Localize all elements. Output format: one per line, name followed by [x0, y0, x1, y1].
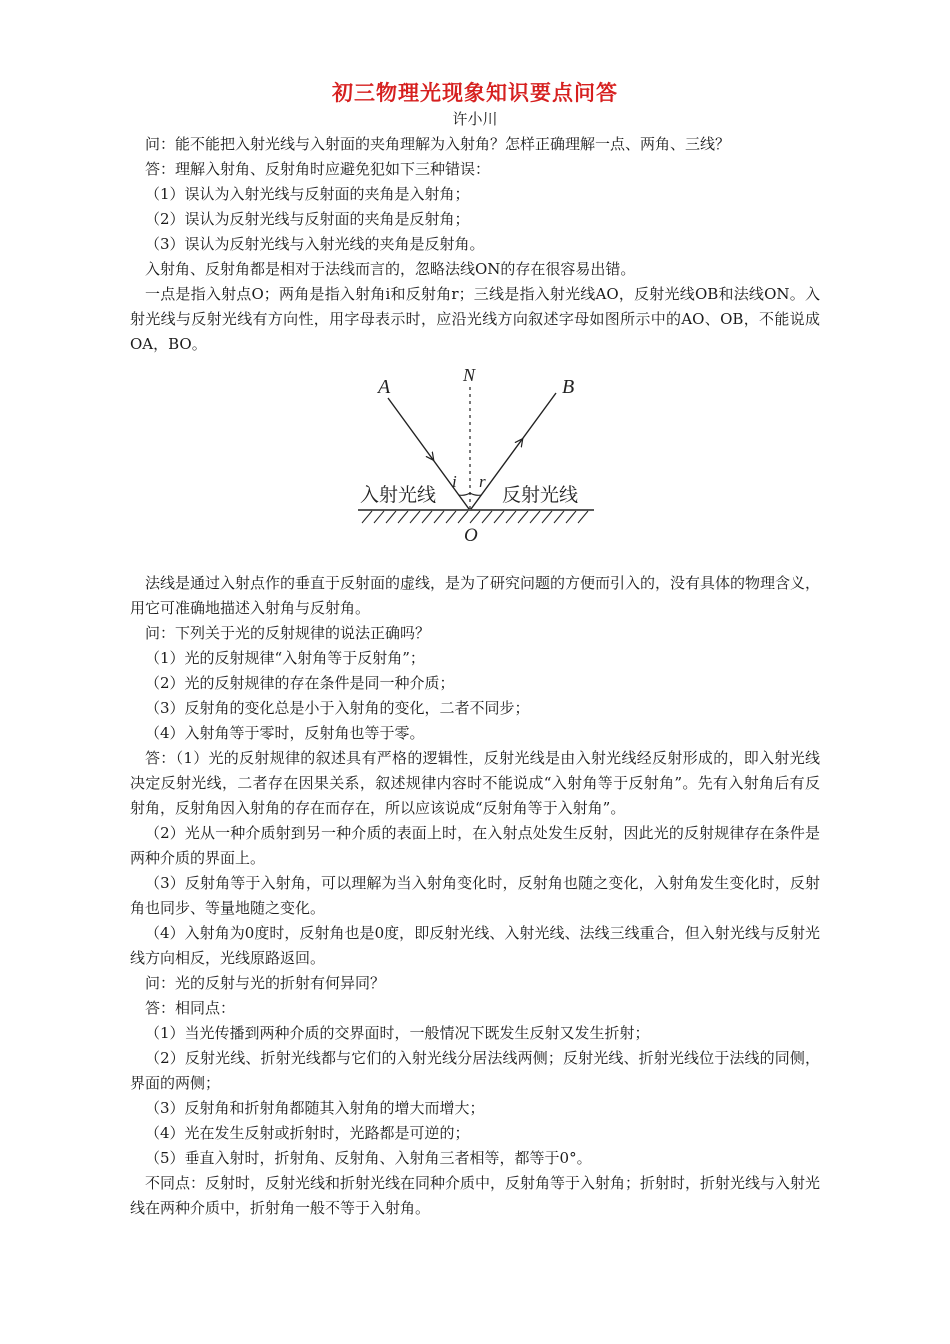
paragraph: （5）垂直入射时，折射角、反射角、入射角三者相等，都等于0°。: [145, 1149, 592, 1167]
label-r: r: [479, 472, 486, 491]
paragraph: （3）反射角等于入射角，可以理解为当入射角变化时，反射角也随之变化，入射角发生变化时，反射角也同步、等量地随之变化。: [130, 874, 820, 917]
paragraph: 答：（1）光的反射规律的叙述具有严格的逻辑性，反射光线是由入射光线经反射形成的，即入射光线决定反射光线，二者存在因果关系，叙述规律内容时不能说成“入射角等于反射角”。先有入射角后有反射角，反射角因入射角的存在而存在，所以应该说成“反射角等于入射角”。: [130, 749, 820, 817]
paragraph: （2）光从一种介质射到另一种介质的表面上时，在入射点处发生反射，因此光的反射规律存在条件是两种介质的界面上。: [130, 824, 820, 867]
paragraph: 一点是指入射点O；两角是指入射角i和反射角r；三线是指入射光线AO，反射光线OB和法线ON。入射光线与反射光线有方向性，用字母表示时，应沿光线方向叙述字母如图所示中的AO、OB，不能说成OA，BO。: [130, 285, 820, 353]
reflection-diagram-svg: [358, 363, 598, 559]
paragraph: （4）光在发生反射或折射时，光路都是可逆的；: [145, 1124, 470, 1142]
label-n: N: [463, 365, 476, 385]
paragraph: 答：相同点：: [145, 999, 236, 1017]
paragraph: 入射角、反射角都是相对于法线而言的，忽略法线ON的存在很容易出错。: [145, 260, 636, 278]
paragraph: （3）反射角的变化总是小于入射角的变化，二者不同步；: [145, 699, 530, 717]
paragraph: （3）误认为反射光线与入射光线的夹角是反射角。: [145, 235, 485, 253]
paragraph: （4）入射角为0度时，反射角也是0度，即反射光线、入射光线、法线三线重合，但入射光线与反射光线方向相反，光线原路返回。: [130, 924, 820, 967]
paragraph: （3）反射角和折射角都随其入射角的增大而增大；: [145, 1099, 485, 1117]
paragraph: 不同点：反射时，反射光线和折射光线在同种介质中，反射角等于入射角；折射时，折射光线与入射光线在两种介质中，折射角一般不等于入射角。: [130, 1174, 821, 1217]
paragraph: （2）光的反射规律的存在条件是同一种介质；: [145, 674, 455, 692]
paragraph: （1）光的反射规律“入射角等于反射角”；: [145, 649, 425, 667]
document-title: 初三物理光现象知识要点问答: [332, 80, 618, 105]
label-o: O: [464, 525, 478, 546]
reflected-ray-label: 反射光线: [502, 484, 579, 506]
paragraph: 问：下列关于光的反射规律的说法正确吗？: [145, 624, 431, 642]
paragraph: 问：光的反射与光的折射有何异同？: [145, 974, 386, 992]
paragraph: （1）误认为入射光线与反射面的夹角是入射角；: [145, 185, 470, 203]
label-i: i: [452, 472, 457, 491]
document-page: [130, 78, 820, 1221]
reflected-angle-arc: [470, 493, 481, 495]
mirror-hatching: [362, 511, 588, 523]
paragraph: （4）入射角等于零时，反射角也等于零。: [145, 724, 425, 742]
paragraph: （2）误认为反射光线与反射面的夹角是反射角；: [145, 210, 470, 228]
paragraph: （1）当光传播到两种介质的交界面时，一般情况下既发生反射又发生折射；: [145, 1024, 650, 1042]
paragraph: 答：理解入射角、反射角时应避免犯如下三种错误：: [145, 160, 491, 178]
reflection-diagram: [130, 363, 820, 563]
incident-ray-label: 入射光线: [360, 484, 437, 506]
label-a: A: [378, 376, 391, 398]
paragraph: （2）反射光线、折射光线都与它们的入射光线分居法线两侧；反射光线、折射光线位于法线的同侧，界面的两侧；: [130, 1049, 820, 1092]
paragraph: 问：能不能把入射光线与入射面的夹角理解为入射角？怎样正确理解一点、两角、三线？: [145, 135, 731, 153]
author-name: 许小川: [452, 110, 498, 128]
label-b: B: [562, 376, 575, 398]
incident-angle-arc: [459, 493, 470, 495]
paragraph: 法线是通过入射点作的垂直于反射面的虚线，是为了研究问题的方便而引入的，没有具体的物理含义，用它可准确地描述入射角与反射角。: [130, 574, 821, 617]
